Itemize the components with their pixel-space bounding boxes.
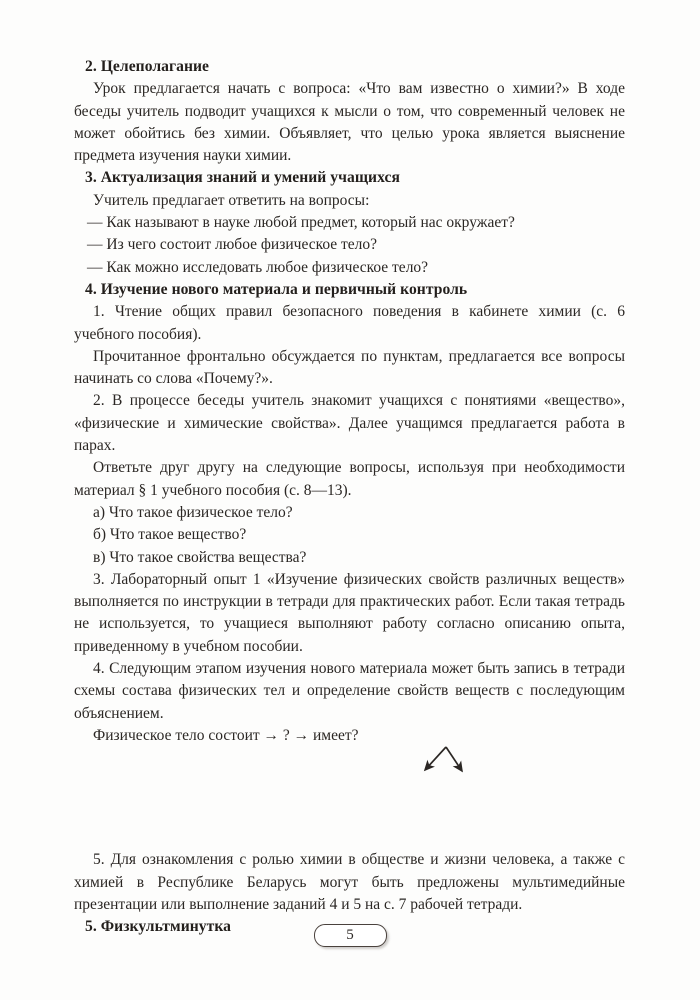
para-vopros-3: — Как можно исследовать любое физическое тело? [87, 258, 429, 276]
heading-celepolaganie: 2. Целеполагание [85, 58, 210, 75]
para-vopros-1: — Как называют в науке любой предмет, который нас окружает? [87, 214, 515, 232]
page-footer [0, 924, 700, 947]
para-otvette: Ответьте друг другу на следующие вопросы, используя при необходимости материал § 1 учебного пособия (с. 8—13). [74, 459, 625, 499]
heading-aktualizaciya: 3. Актуализация знаний и умений учащихся [85, 169, 400, 187]
para-punkt-5: 5. Для ознакомления с ролью химии в обществе и жизни человека, а также с химией в Республике Беларусь могут быть предложены мультимедийные презентации или выполнение заданий 4 и 5 на с. 7 рабочей тетради. [74, 851, 625, 913]
page-content [74, 56, 625, 938]
para-punkt-4: 4. Следующим этапом изучения нового материала может быть запись в тетради схемы состава физических тел и определение свойств веществ с последующим объяснением. [74, 660, 625, 722]
para-vopros-2: — Из чего состоит любое физическое тело? [87, 236, 378, 254]
branching-arrows-diagram [74, 747, 625, 809]
para-punkt-2: 2. В процессе беседы учитель знакомит учащихся с понятиями «вещество», «физические и химические свойства». Далее учащимся предлагается работа в парах. [74, 392, 625, 455]
vertical-gap [74, 809, 625, 849]
para-punkt-3: 3. Лабораторный опыт 1 «Изучение физических свойств различных веществ» выполняется по инструкции в тетради для практических работ. Если такая тетрадь не используется, то учащиеся выполняют работу согласно описанию опыта, приведенному в учебном пособии. [74, 570, 625, 655]
para-celepolaganie-body: Урок предлагается начать с вопроса: «Что вам известно о химии?» В ходе беседы учитель подводит учащихся к мысли о том, что современный человек не может обойтись без химии. Объявляет, что целью урока является выяснение предмета изучения науки химии. [74, 80, 625, 165]
para-punkt-1: 1. Чтение общих правил безопасного поведения в кабинете химии (с. 6 учебного пособия). [74, 303, 625, 343]
para-vopros-v: в) Что такое свойства вещества? [93, 548, 307, 566]
para-vopros-b: б) Что такое вещество? [93, 526, 247, 544]
page-number-badge: 5 [314, 924, 387, 947]
para-scheme-line: Физическое тело состоит → ? → имеет? [93, 726, 359, 744]
para-uchitel-voprosy: Учитель предлагает ответить на вопросы: [93, 191, 370, 209]
para-prochitannoe: Прочитанное фронтально обсуждается по пунктам, предлагается все вопросы начинать со слова «Почему?». [74, 347, 625, 388]
heading-fizkultminutka: 5. Физкультминутка [85, 918, 231, 936]
para-vopros-a: а) Что такое физическое тело? [93, 503, 293, 521]
heading-izuchenie: 4. Изучение нового материала и первичный контроль [85, 280, 468, 298]
branching-arrows-icon [332, 743, 502, 793]
